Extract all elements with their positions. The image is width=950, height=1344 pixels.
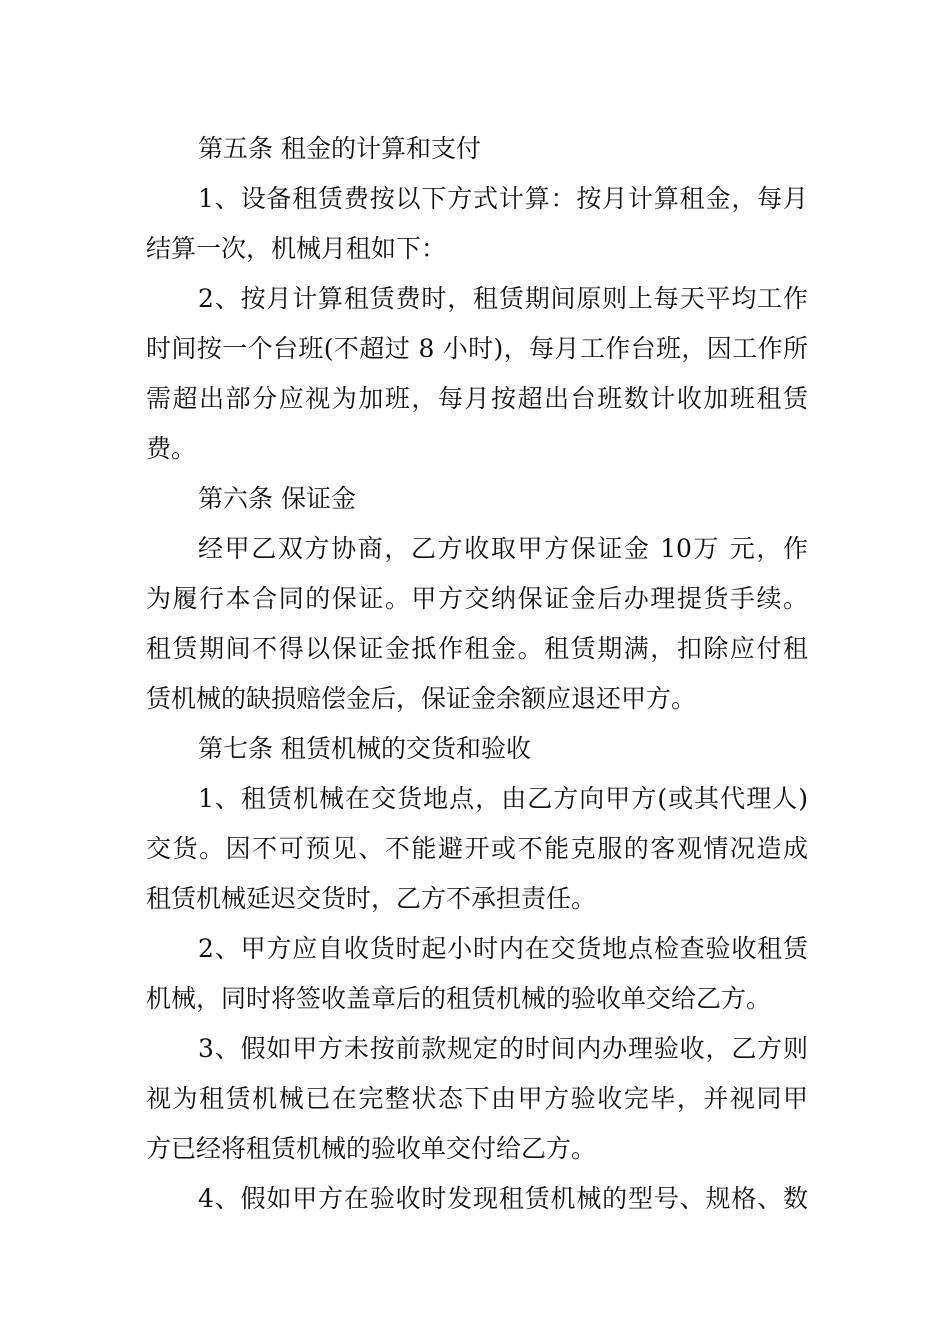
paragraph-line: 方已经将租赁机械的验收单交付给乙方。 [146, 1134, 597, 1163]
paragraph-line: 视为租赁机械已在完整状态下由甲方验收完毕，并视同甲 [146, 1084, 808, 1113]
paragraph-line: 需超出部分应视为加班，每月按超出台班数计收加班租赁 [146, 384, 808, 413]
paragraph-line: 交货。因不可预见、不能避开或不能克服的客观情况造成 [146, 834, 808, 863]
paragraph-line: 租赁机械延迟交货时，乙方不承担责任。 [146, 884, 597, 913]
paragraph-line: 3、假如甲方未按前款规定的时间内办理验收，乙方则 [198, 1034, 808, 1063]
paragraph-line: 机械，同时将签收盖章后的租赁机械的验收单交给乙方。 [146, 984, 772, 1013]
article-6-heading: 第六条 保证金 [198, 484, 356, 513]
paragraph-line: 赁机械的缺损赔偿金后，保证金余额应退还甲方。 [146, 684, 697, 713]
paragraph-line: 4、假如甲方在验收时发现租赁机械的型号、规格、数 [198, 1184, 808, 1213]
paragraph-line: 2、甲方应自收货时起小时内在交货地点检查验收租赁 [198, 934, 808, 963]
paragraph-line: 时间按一个台班(不超过 8 小时)，每月工作台班，因工作所 [146, 334, 808, 363]
document-body [146, 124, 808, 1224]
paragraph-line: 结算一次，机械月租如下： [146, 234, 447, 263]
paragraph-line: 租赁期间不得以保证金抵作租金。租赁期满，扣除应付租 [146, 634, 808, 663]
article-7-heading: 第七条 租赁机械的交货和验收 [198, 734, 531, 763]
paragraph-line: 为履行本合同的保证。甲方交纳保证金后办理提货手续。 [146, 584, 808, 613]
paragraph-line: 1、设备租赁费按以下方式计算：按月计算租金，每月 [198, 184, 808, 213]
article-5-heading: 第五条 租金的计算和支付 [198, 134, 481, 163]
paragraph-line: 2、按月计算租赁费时，租赁期间原则上每天平均工作 [198, 284, 808, 313]
paragraph-line: 经甲乙双方协商，乙方收取甲方保证金 10万 元，作 [198, 534, 808, 563]
paragraph-line: 1、租赁机械在交货地点，由乙方向甲方(或其代理人) [198, 784, 808, 813]
paragraph-line: 费。 [146, 434, 197, 463]
